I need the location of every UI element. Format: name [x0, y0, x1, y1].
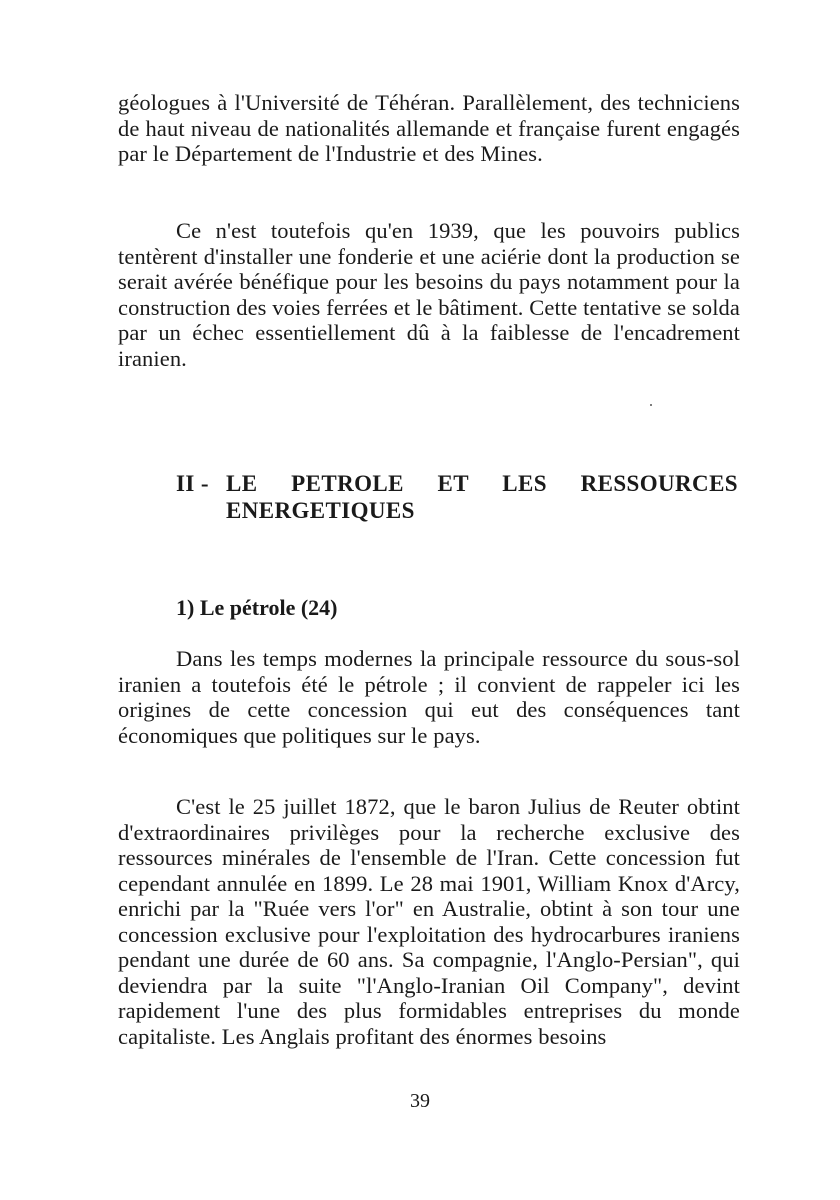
section-title-line2: ENERGETIQUES: [226, 498, 415, 523]
section-title: [226, 470, 738, 524]
section-number: II -: [176, 471, 209, 496]
paragraph-fonderie: Ce n'est toutefois qu'en 1939, que les pouvoirs publics tentèrent d'installer une fonderie et une aciérie dont la production se serait avérée bénéfique pour les besoins du pays notamment pour la construction des voies ferrées et le bâtiment. Cette tentative se solda par un échec essentiellement dû à la faiblesse de l'encadrement iranien.: [118, 218, 740, 371]
paragraph-petrole-intro: Dans les temps modernes la principale ressource du sous-sol iranien a toutefois été le pétrole ; il convient de rappeler ici les origines de cette concession qui eut des conséquences tant économiques que politiques sur le pays.: [118, 646, 740, 748]
section-title-line1: LE PETROLE ET LES RESSOURCES: [226, 471, 738, 496]
section-heading: [176, 470, 738, 524]
sub-heading: 1) Le pétrole (24): [176, 595, 338, 620]
paragraph-concession-history: C'est le 25 juillet 1872, que le baron Julius de Reuter obtint d'extraordinaires privilèges pour la recherche exclusive des ressources minérales de l'ensemble de l'Iran. Cette concession fut cependant annulée en 1899. Le 28 mai 1901, William Knox d'Arcy, enrichi par la "Ruée vers l'or" en Australie, obtint à son tour une concession exclusive pour l'exploitation des hydrocarbures iraniens pendant une durée de 60 ans. Sa compagnie, l'Anglo-Persian", qui deviendra par la suite "l'Anglo-Iranian Oil Company", devint rapidement l'une des plus formidables entreprises du monde capitaliste. Les Anglais profitant des énormes besoins: [118, 794, 740, 1049]
page-number: 39: [410, 1090, 430, 1112]
scan-speck: [650, 404, 652, 406]
paragraph-continuation: géologues à l'Université de Téhéran. Parallèlement, des techniciens de haut niveau de nationalités allemande et française furent engagés par le Département de l'Industrie et des Mines.: [118, 90, 740, 166]
